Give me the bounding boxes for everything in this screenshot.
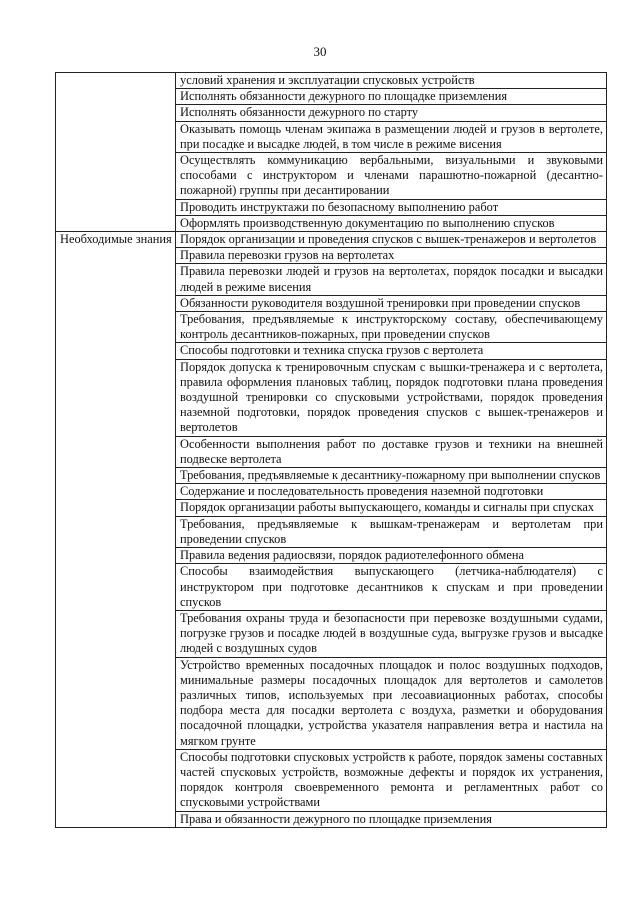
skill-item: Исполнять обязанности дежурного по площадке приземления — [176, 89, 607, 105]
skills-label-cell — [56, 73, 176, 232]
knowledge-item: Способы подготовки и техника спуска грузов с вертолета — [176, 343, 607, 359]
knowledge-item: Права и обязанности дежурного по площадке приземления — [176, 811, 607, 827]
knowledge-item: Устройство временных посадочных площадок и полос воздушных подходов, минимальные размеры посадочных площадок для вертолетов и самолетов различных типов, используемых при лесоавиационных работах, способы подбора места для посадки вертолета с воздуха, разметки и оборудования посадочной площадки, устройства указателя направления ветра и настила на мягком грунте — [176, 657, 607, 749]
table-row — [56, 73, 607, 89]
knowledge-item: Требования, предъявляемые к десантнику-пожарному при выполнении спусков — [176, 468, 607, 484]
page-number: 30 — [313, 44, 327, 59]
knowledge-item: Требования охраны труда и безопасности при перевозке воздушными судами, погрузке грузов и посадке людей в воздушные суда, выгрузке грузов и высадке людей с воздушных судов — [176, 610, 607, 657]
skill-item: Осуществлять коммуникацию вербальными, визуальными и звуковыми способами с инструктором и членами парашютно-пожарной (десантно-пожарной) группы при десантировании — [176, 153, 607, 200]
skill-item: Оказывать помощь членам экипажа в размещении людей и грузов в вертолете, при посадке и высадке людей, в том числе в режиме висения — [176, 121, 607, 152]
knowledge-item: Порядок допуска к тренировочным спускам с вышки-тренажера и с вертолета, правила оформления плановых таблиц, порядок подготовки плана проведения воздушной тренировки со спусковыми устройствами, порядок проведения наземной подготовки, порядок проведения спусков с вышек-тренажеров и вертолетов — [176, 359, 607, 436]
knowledge-item: Правила перевозки людей и грузов на вертолетах, порядок посадки и высадки людей в режиме висения — [176, 264, 607, 295]
knowledge-label: Необходимые знания — [56, 232, 176, 828]
knowledge-item: Порядок организации и проведения спусков с вышек-тренажеров и вертолетов — [176, 232, 607, 248]
competency-table — [55, 72, 607, 828]
knowledge-item: Особенности выполнения работ по доставке грузов и техники на внешней подвеске вертолета — [176, 436, 607, 467]
knowledge-item: Способы подготовки спусковых устройств к работе, порядок замены составных частей спусковых устройств, возможные дефекты и порядок их устранения, порядок контроля своевременного ремонта и регламентных работ со спусковыми устройствами — [176, 749, 607, 811]
knowledge-item: Обязанности руководителя воздушной тренировки при проведении спусков — [176, 295, 607, 311]
knowledge-item: Содержание и последовательность проведения наземной подготовки — [176, 484, 607, 500]
table-row — [56, 232, 607, 248]
knowledge-item: Правила перевозки грузов на вертолетах — [176, 248, 607, 264]
knowledge-item: Порядок организации работы выпускающего, команды и сигналы при спусках — [176, 500, 607, 516]
skill-item: Исполнять обязанности дежурного по старту — [176, 105, 607, 121]
knowledge-item: Правила ведения радиосвязи, порядок радиотелефонного обмена — [176, 548, 607, 564]
skill-item: условий хранения и эксплуатации спусковых устройств — [176, 73, 607, 89]
knowledge-item: Способы взаимодействия выпускающего (летчика-наблюдателя) с инструктором при подготовке десантников к спускам и при проведении спусков — [176, 564, 607, 611]
knowledge-item: Требования, предъявляемые к инструкторскому составу, обеспечивающему контроль десантников-пожарных, при проведении спусков — [176, 312, 607, 343]
skill-item: Проводить инструктажи по безопасному выполнению работ — [176, 199, 607, 215]
skill-item: Оформлять производственную документацию по выполнению спусков — [176, 215, 607, 231]
knowledge-item: Требования, предъявляемые к вышкам-тренажерам и вертолетам при проведении спусков — [176, 516, 607, 547]
